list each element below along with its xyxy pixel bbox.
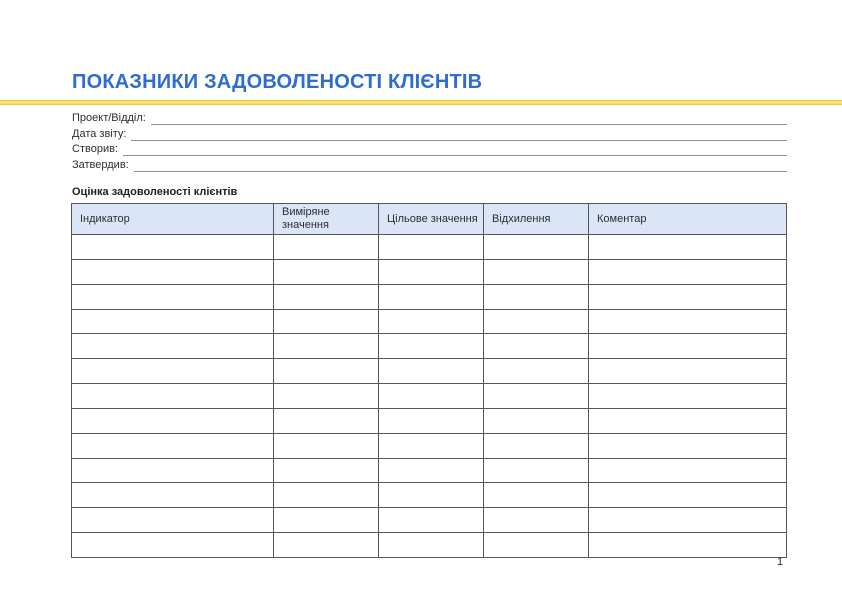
form-field-report-date — [72, 125, 787, 140]
table-cell — [72, 259, 274, 284]
table-cell — [72, 359, 274, 384]
table-cell — [274, 334, 379, 359]
table-cell — [72, 384, 274, 409]
table-row — [72, 284, 787, 309]
table-cell — [589, 483, 787, 508]
table-cell — [379, 384, 484, 409]
table-cell — [589, 259, 787, 284]
table-row — [72, 533, 787, 558]
table-cell — [72, 433, 274, 458]
column-header-measured-value: Виміряне значення — [274, 204, 379, 235]
table-cell — [379, 483, 484, 508]
table-cell — [274, 433, 379, 458]
table-cell — [72, 483, 274, 508]
table-row — [72, 359, 787, 384]
table-cell — [379, 235, 484, 260]
table-cell — [589, 309, 787, 334]
table-cell — [274, 284, 379, 309]
table-cell — [379, 508, 484, 533]
table-cell — [484, 284, 589, 309]
table-cell — [484, 508, 589, 533]
table-cell — [274, 458, 379, 483]
form-field-approved-by — [72, 156, 787, 171]
table-cell — [484, 433, 589, 458]
table-cell — [274, 408, 379, 433]
table-row — [72, 235, 787, 260]
form-field-project-department — [72, 110, 787, 125]
table-cell — [379, 359, 484, 384]
form-label: Проект/Відділ: — [72, 112, 146, 125]
section-title: Оцінка задоволеності клієнтів — [72, 186, 238, 198]
table-cell — [379, 458, 484, 483]
table-header-row — [72, 204, 787, 235]
table-cell — [589, 433, 787, 458]
table-cell — [484, 359, 589, 384]
table-cell — [484, 533, 589, 558]
table-cell — [379, 309, 484, 334]
table-cell — [484, 458, 589, 483]
table-cell — [72, 309, 274, 334]
table-cell — [72, 235, 274, 260]
table-cell — [274, 384, 379, 409]
table-cell — [72, 408, 274, 433]
table-cell — [484, 309, 589, 334]
page-title: ПОКАЗНИКИ ЗАДОВОЛЕНОСТІ КЛІЄНТІВ — [72, 71, 483, 93]
column-header-deviation: Відхилення — [484, 204, 589, 235]
table-row — [72, 334, 787, 359]
table-cell — [589, 334, 787, 359]
table-cell — [379, 533, 484, 558]
table-cell — [484, 408, 589, 433]
table-cell — [589, 384, 787, 409]
table-cell — [274, 508, 379, 533]
meta-form — [72, 110, 787, 172]
table-row — [72, 408, 787, 433]
table-cell — [379, 408, 484, 433]
table-cell — [72, 508, 274, 533]
fill-line — [134, 159, 787, 172]
fill-line — [131, 128, 787, 141]
table-cell — [589, 359, 787, 384]
table-cell — [484, 483, 589, 508]
table-row — [72, 433, 787, 458]
table-cell — [274, 483, 379, 508]
satisfaction-table — [71, 203, 787, 558]
table-cell — [274, 259, 379, 284]
form-label: Затвердив: — [72, 158, 129, 171]
table-cell — [274, 359, 379, 384]
form-label: Створив: — [72, 143, 118, 156]
table-cell — [379, 334, 484, 359]
table-cell — [274, 533, 379, 558]
column-header-target-value: Цільове значення — [379, 204, 484, 235]
table-cell — [379, 259, 484, 284]
table-cell — [484, 235, 589, 260]
form-field-created-by — [72, 141, 787, 156]
column-header-indicator: Індикатор — [72, 204, 274, 235]
fill-line — [123, 143, 787, 156]
table-row — [72, 309, 787, 334]
table-cell — [589, 533, 787, 558]
table-cell — [484, 334, 589, 359]
accent-rule — [0, 100, 842, 105]
table-cell — [484, 384, 589, 409]
table-row — [72, 259, 787, 284]
table-cell — [72, 284, 274, 309]
table-row — [72, 508, 787, 533]
table-cell — [589, 284, 787, 309]
page-number: 1 — [776, 556, 784, 568]
table-row — [72, 384, 787, 409]
table-cell — [72, 533, 274, 558]
table-row — [72, 458, 787, 483]
table-cell — [589, 408, 787, 433]
table-row — [72, 483, 787, 508]
table-cell — [274, 235, 379, 260]
table-cell — [72, 458, 274, 483]
form-label: Дата звіту: — [72, 127, 127, 140]
table-cell — [589, 458, 787, 483]
table-cell — [274, 309, 379, 334]
table-cell — [72, 334, 274, 359]
column-header-comment: Коментар — [589, 204, 787, 235]
table-cell — [589, 508, 787, 533]
fill-line — [151, 112, 787, 125]
table-cell — [379, 433, 484, 458]
table-cell — [589, 235, 787, 260]
table-cell — [379, 284, 484, 309]
table-cell — [484, 259, 589, 284]
